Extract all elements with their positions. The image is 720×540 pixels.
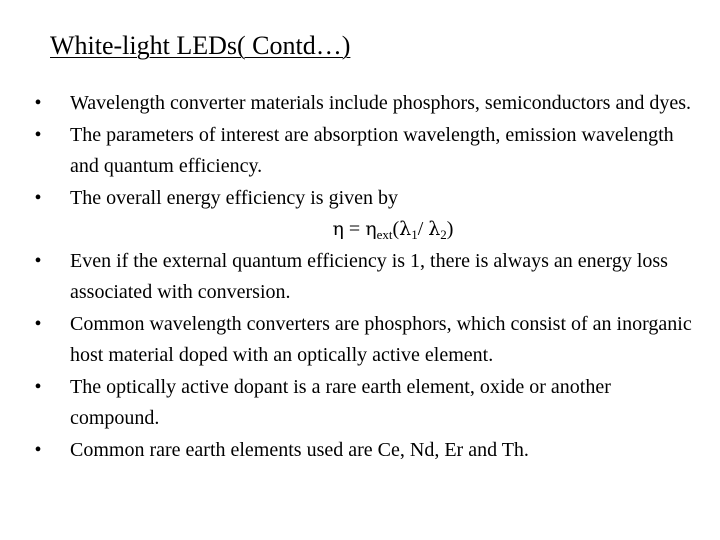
bullet-icon: • [34, 92, 42, 114]
slide-content [28, 88, 698, 466]
slide-title: White-light LEDs( Contd…) [50, 31, 351, 60]
formula-lambda-1: λ [399, 218, 412, 240]
bullet-item-overall-efficiency [28, 183, 698, 215]
formula-open-paren: ( [392, 218, 400, 240]
bullet-text: The parameters of interest are absorption wavelength, emission wavelength and quantum efficiency. [70, 123, 674, 177]
formula-eta-ext: η [365, 218, 377, 240]
bullet-icon: • [34, 123, 42, 146]
formula-slash: / [417, 218, 429, 240]
formula-close-paren: ) [446, 218, 454, 240]
bullet-item-dopant [28, 372, 698, 435]
formula-sub-1: 1 [411, 227, 418, 242]
formula-sub-2: 2 [440, 227, 447, 242]
bullet-item-phosphors [28, 309, 698, 372]
bullet-icon: • [34, 249, 42, 272]
formula-equals: = [343, 218, 366, 240]
bullet-item-converter-materials [28, 88, 698, 120]
bullet-text: Common wavelength converters are phosphors, which consist of an inorganic host material doped with an optically active element. [70, 312, 692, 366]
bullet-icon: • [34, 438, 42, 461]
bullet-text: The overall energy efficiency is given by [70, 186, 399, 209]
bullet-icon: • [34, 375, 42, 398]
bullet-text: Wavelength converter materials include phosphors, semiconductors and dyes. [70, 92, 691, 114]
formula-sub-ext: ext [376, 227, 393, 242]
bullet-item-energy-loss [28, 246, 698, 309]
bullet-item-rare-earth-elements [28, 435, 698, 467]
bullet-list [28, 88, 698, 466]
formula-eta: η [332, 218, 344, 240]
bullet-icon: • [34, 312, 42, 335]
bullet-text: The optically active dopant is a rare earth element, oxide or another compound. [70, 375, 611, 429]
bullet-icon: • [34, 186, 42, 209]
efficiency-formula [28, 214, 698, 246]
bullet-text: Even if the external quantum efficiency is 1, there is always an energy loss associated with conversion. [70, 249, 668, 303]
bullet-item-parameters [28, 120, 698, 183]
formula-lambda-2: λ [428, 218, 441, 240]
bullet-text: Common rare earth elements used are Ce, Nd, Er and Th. [70, 438, 529, 461]
